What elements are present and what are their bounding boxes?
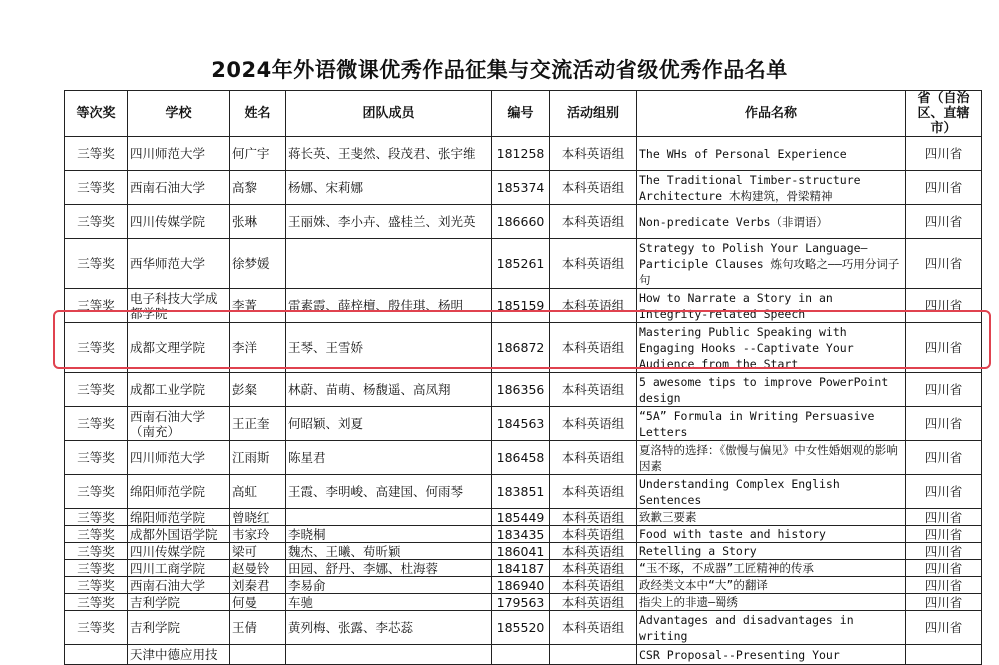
school-cell: 四川师范大学 [128, 137, 230, 171]
group-cell: 本科英语组 [550, 509, 637, 526]
school-cell: 绵阳师范学院 [128, 475, 230, 509]
name-cell: 高黎 [230, 171, 286, 205]
province-cell: 四川省 [906, 611, 982, 645]
work-cell: Understanding Complex English Sentences [637, 475, 906, 509]
team-cell: 李易俞 [286, 577, 492, 594]
header-team: 团队成员 [286, 91, 492, 137]
team-cell: 林蔚、苗萌、杨馥遥、高凤翔 [286, 373, 492, 407]
id-cell: 186872 [492, 323, 550, 373]
work-cell: 5 awesome tips to improve PowerPoint design [637, 373, 906, 407]
work-cell: CSR Proposal--Presenting Your [637, 645, 906, 665]
group-cell: 本科英语组 [550, 407, 637, 441]
name-cell: 刘秦君 [230, 577, 286, 594]
id-cell: 186041 [492, 543, 550, 560]
school-cell: 成都外国语学院 [128, 526, 230, 543]
header-work: 作品名称 [637, 91, 906, 137]
award-cell [65, 645, 128, 665]
table-row [65, 509, 982, 526]
table-row [65, 137, 982, 171]
table-row [65, 239, 982, 289]
group-cell: 本科英语组 [550, 441, 637, 475]
group-cell: 本科英语组 [550, 526, 637, 543]
id-cell: 183851 [492, 475, 550, 509]
province-cell: 四川省 [906, 407, 982, 441]
group-cell: 本科英语组 [550, 594, 637, 611]
table-row [65, 205, 982, 239]
name-cell: 王倩 [230, 611, 286, 645]
table-row [65, 475, 982, 509]
name-cell: 何曼 [230, 594, 286, 611]
school-cell: 成都文理学院 [128, 323, 230, 373]
work-cell: The Traditional Timber-structure Architecture 木构建筑，骨梁精神 [637, 171, 906, 205]
team-cell: 蒋长英、王斐然、段茂君、张宇维 [286, 137, 492, 171]
province-cell: 四川省 [906, 239, 982, 289]
table-row [65, 373, 982, 407]
header-name: 姓名 [230, 91, 286, 137]
table-header-row [65, 91, 982, 137]
province-cell: 四川省 [906, 543, 982, 560]
work-cell: “5A” Formula in Writing Persuasive Letters [637, 407, 906, 441]
group-cell: 本科英语组 [550, 373, 637, 407]
award-cell: 三等奖 [65, 171, 128, 205]
province-cell [906, 645, 982, 665]
name-cell: 徐梦媛 [230, 239, 286, 289]
id-cell: 186356 [492, 373, 550, 407]
work-cell: 政经类文本中“大”的翻译 [637, 577, 906, 594]
name-cell: 梁可 [230, 543, 286, 560]
work-cell: Strategy to Polish Your Language—Participle Clauses 炼句攻略之——巧用分词子句 [637, 239, 906, 289]
team-cell: 雷素霞、薛梓檀、殷佳琪、杨明 [286, 289, 492, 323]
team-cell: 王琴、王雪娇 [286, 323, 492, 373]
team-cell: 何昭颖、刘夏 [286, 407, 492, 441]
award-cell: 三等奖 [65, 323, 128, 373]
table-row [65, 441, 982, 475]
group-cell: 本科英语组 [550, 577, 637, 594]
table-row [65, 526, 982, 543]
school-cell: 吉利学院 [128, 594, 230, 611]
school-cell: 天津中德应用技 [128, 645, 230, 665]
group-cell: 本科英语组 [550, 560, 637, 577]
school-cell: 西南石油大学（南充） [128, 407, 230, 441]
award-cell: 三等奖 [65, 289, 128, 323]
award-cell: 三等奖 [65, 205, 128, 239]
school-cell: 西南石油大学 [128, 577, 230, 594]
work-cell: “玉不琢，不成器”工匠精神的传承 [637, 560, 906, 577]
name-cell: 赵曼铃 [230, 560, 286, 577]
header-id: 编号 [492, 91, 550, 137]
province-cell: 四川省 [906, 289, 982, 323]
province-cell: 四川省 [906, 137, 982, 171]
group-cell: 本科英语组 [550, 137, 637, 171]
group-cell: 本科英语组 [550, 475, 637, 509]
group-cell: 本科英语组 [550, 239, 637, 289]
group-cell: 本科英语组 [550, 611, 637, 645]
header-province: 省（自治区、直辖市） [906, 91, 982, 137]
award-cell: 三等奖 [65, 577, 128, 594]
province-cell: 四川省 [906, 509, 982, 526]
team-cell [286, 645, 492, 665]
id-cell: 183435 [492, 526, 550, 543]
province-cell: 四川省 [906, 475, 982, 509]
school-cell: 西南石油大学 [128, 171, 230, 205]
team-cell: 陈星君 [286, 441, 492, 475]
team-cell [286, 509, 492, 526]
team-cell: 王丽姝、李小卉、盛桂兰、刘光英 [286, 205, 492, 239]
province-cell: 四川省 [906, 594, 982, 611]
team-cell: 黄列梅、张露、李芯蕊 [286, 611, 492, 645]
work-cell: 致歉三要素 [637, 509, 906, 526]
name-cell: 李菁 [230, 289, 286, 323]
group-cell: 本科英语组 [550, 171, 637, 205]
table-row [65, 645, 982, 665]
award-cell: 三等奖 [65, 611, 128, 645]
id-cell: 186940 [492, 577, 550, 594]
table-row [65, 577, 982, 594]
id-cell: 186660 [492, 205, 550, 239]
province-cell: 四川省 [906, 560, 982, 577]
team-cell: 车驰 [286, 594, 492, 611]
school-cell: 四川传媒学院 [128, 205, 230, 239]
team-cell: 李晓桐 [286, 526, 492, 543]
award-cell: 三等奖 [65, 137, 128, 171]
award-cell: 三等奖 [65, 475, 128, 509]
name-cell: 张琳 [230, 205, 286, 239]
award-cell: 三等奖 [65, 373, 128, 407]
team-cell: 王霞、李明峻、高建国、何雨琴 [286, 475, 492, 509]
id-cell: 185261 [492, 239, 550, 289]
name-cell: 彭粲 [230, 373, 286, 407]
work-cell: The WHs of Personal Experience [637, 137, 906, 171]
header-group: 活动组别 [550, 91, 637, 137]
team-cell: 田园、舒丹、李娜、杜海蓉 [286, 560, 492, 577]
work-cell: How to Narrate a Story in an Integrity-related Speech [637, 289, 906, 323]
award-cell: 三等奖 [65, 441, 128, 475]
group-cell: 本科英语组 [550, 289, 637, 323]
school-cell: 四川师范大学 [128, 441, 230, 475]
province-cell: 四川省 [906, 323, 982, 373]
name-cell: 曾晓红 [230, 509, 286, 526]
work-cell: Advantages and disadvantages in writing [637, 611, 906, 645]
award-cell: 三等奖 [65, 543, 128, 560]
school-cell: 四川工商学院 [128, 560, 230, 577]
table-row [65, 611, 982, 645]
name-cell: 江雨斯 [230, 441, 286, 475]
table-row [65, 407, 982, 441]
work-cell: 夏洛特的选择：《傲慢与偏见》中女性婚姻观的影响因素 [637, 441, 906, 475]
name-cell: 李洋 [230, 323, 286, 373]
award-cell: 三等奖 [65, 526, 128, 543]
school-cell: 成都工业学院 [128, 373, 230, 407]
school-cell: 吉利学院 [128, 611, 230, 645]
id-cell: 186458 [492, 441, 550, 475]
award-cell: 三等奖 [65, 239, 128, 289]
province-cell: 四川省 [906, 171, 982, 205]
id-cell: 185374 [492, 171, 550, 205]
name-cell [230, 645, 286, 665]
name-cell: 韦家玲 [230, 526, 286, 543]
table-row [65, 560, 982, 577]
id-cell: 185159 [492, 289, 550, 323]
work-cell: Retelling a Story [637, 543, 906, 560]
id-cell: 179563 [492, 594, 550, 611]
table-row [65, 171, 982, 205]
school-cell: 绵阳师范学院 [128, 509, 230, 526]
team-cell: 杨娜、宋莉娜 [286, 171, 492, 205]
name-cell: 高虹 [230, 475, 286, 509]
id-cell: 185520 [492, 611, 550, 645]
award-cell: 三等奖 [65, 509, 128, 526]
page-title: 2024年外语微课优秀作品征集与交流活动省级优秀作品名单 [211, 58, 788, 82]
name-cell: 何广宇 [230, 137, 286, 171]
award-cell: 三等奖 [65, 407, 128, 441]
group-cell: 本科英语组 [550, 205, 637, 239]
header-school: 学校 [128, 91, 230, 137]
award-cell: 三等奖 [65, 594, 128, 611]
work-cell: Non-predicate Verbs（非谓语） [637, 205, 906, 239]
team-cell [286, 239, 492, 289]
school-cell: 四川传媒学院 [128, 543, 230, 560]
id-cell: 184563 [492, 407, 550, 441]
province-cell: 四川省 [906, 441, 982, 475]
province-cell: 四川省 [906, 373, 982, 407]
id-cell: 184187 [492, 560, 550, 577]
award-cell: 三等奖 [65, 560, 128, 577]
province-cell: 四川省 [906, 205, 982, 239]
school-cell: 西华师范大学 [128, 239, 230, 289]
award-table [64, 90, 982, 665]
school-cell: 电子科技大学成都学院 [128, 289, 230, 323]
province-cell: 四川省 [906, 577, 982, 594]
work-cell: 指尖上的非遗—蜀绣 [637, 594, 906, 611]
table-row [65, 594, 982, 611]
group-cell [550, 645, 637, 665]
group-cell: 本科英语组 [550, 543, 637, 560]
work-cell: Food with taste and history [637, 526, 906, 543]
table-row [65, 543, 982, 560]
group-cell: 本科英语组 [550, 323, 637, 373]
header-award: 等次奖 [65, 91, 128, 137]
name-cell: 王正奎 [230, 407, 286, 441]
id-cell [492, 645, 550, 665]
id-cell: 181258 [492, 137, 550, 171]
highlight-box [53, 310, 991, 369]
id-cell: 185449 [492, 509, 550, 526]
team-cell: 魏杰、王曦、荀昕颖 [286, 543, 492, 560]
province-cell: 四川省 [906, 526, 982, 543]
work-cell: Mastering Public Speaking with Engaging Hooks --Captivate Your Audience from the Start [637, 323, 906, 373]
